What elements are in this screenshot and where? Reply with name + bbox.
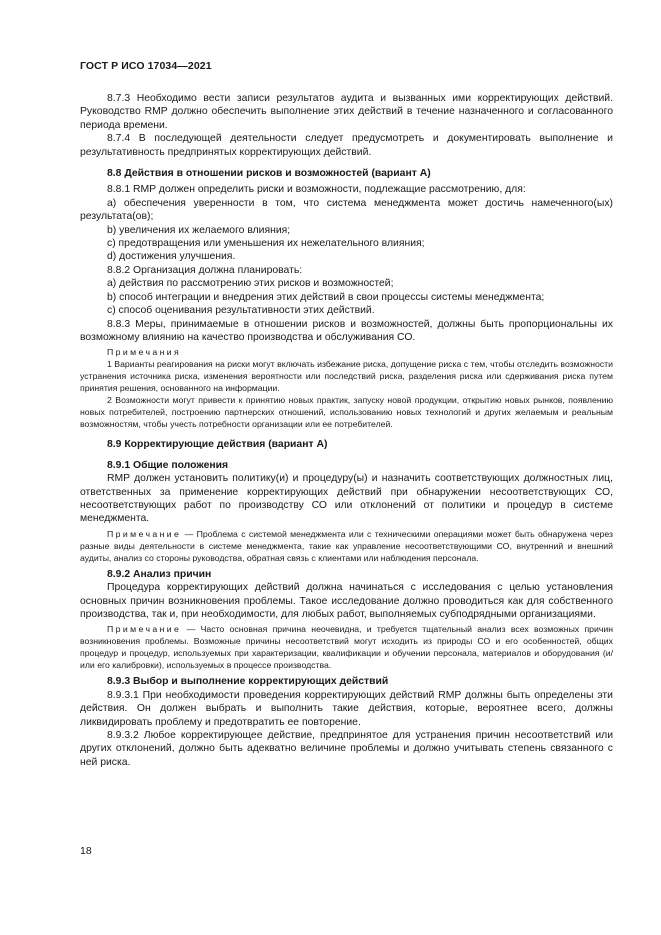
paragraph-8-7-3: 8.7.3 Необходимо вести записи результатов аудита и вызванных ими корректирующих действий. Руководство RMP должно обеспечить выполнение этих действий в течение назначенного и согласованного периода времени. — [80, 93, 613, 131]
note-8-9-2 — [80, 623, 613, 671]
list-item-8-8-1-b: b) увеличения их желаемого влияния; — [107, 224, 291, 236]
paragraph-8-7-4: 8.7.4 В последующей деятельности следует предусмотреть и документировать выполнение и результативность предпринятых корректирующих действий. — [80, 133, 613, 158]
note-8-9-1 — [80, 528, 613, 564]
spacer — [80, 430, 613, 438]
list-item-8-8-1-a: a) обеспечения уверенности в том, что система менеджмента может достичь намеченного(ых) результата(ов); — [80, 197, 613, 223]
notes-label — [80, 346, 613, 358]
paragraph-8-8-2: 8.8.2 Организация должна планировать: — [107, 264, 303, 276]
subsection-heading-8-9-3: 8.9.3 Выбор и выполнение корректирующих действий — [107, 676, 389, 688]
document-header: ГОСТ Р ИСО 17034—2021 — [80, 60, 212, 72]
paragraph-8-9-1: RMP должен установить политику(и) и процедуру(ы) и назначить соответствующих должностных лиц, ответственных за применение корректирующих действий при обнаружении несоответствующих СО, несоответствующих работ по производству СО или отклонений от политики и процедур в системе менеджмента. — [80, 473, 613, 525]
list-item-8-8-2-a: a) действия по рассмотрению этих рисков и возможностей; — [107, 278, 394, 290]
notes-label-text: Примечания — [107, 347, 182, 358]
note-1: 1 Варианты реагирования на риски могут включать избежание риска, допущение риска с тем, чтобы отследить возможности устранения источника риска, изменения вероятности или последствий риска, разделения риска или сдерживания риска путем принятия решения, основанного на информации. — [80, 359, 613, 394]
note-text: Часто основная причина неочевидна, и требуется тщательный анализ всех возможных причин возникновения проблемы. Возможные причины несоответствий могут исходить из природы СО и его особенностей, общих процедур и процедур, используемых при характеризации, квалификации и обучении персонала, материалов и оборудования (и/или его калибровки), используемых в процессе производства. — [80, 624, 614, 671]
paragraph-8-9-3-1: 8.9.3.1 При необходимости проведения корректирующих действий RMP должны быть определены эти действия. Он должен выбрать и выполнить такие действия, которые, вероятнее всего, должны ликвидировать проблему и предотвратить ее повторение. — [80, 689, 613, 728]
note-label: Примечание — [107, 624, 182, 635]
list-item-8-8-1-c: c) предотвращения или уменьшения их нежелательного влияния; — [107, 238, 425, 250]
section-heading-8-8: 8.8 Действия в отношении рисков и возможностей (вариант А) — [107, 168, 431, 180]
list-item-8-8-2-b: b) способ интеграции и внедрения этих действий в свои процессы системы менеджмента; — [107, 291, 545, 303]
list-item-8-8-2-c: c) способ оценивания результативности этих действий. — [107, 305, 375, 317]
page-number: 18 — [80, 845, 92, 857]
spacer — [80, 159, 613, 167]
note-2: 2 Возможности могут привести к принятию новых практик, запуску новой продукции, открытию новых рынков, появлению новых потребителей, построению партнерских отношений, использованию новых технологий и других желаемым и реальным возможностям, чтобы учесть потребности организации или ее потребителей. — [80, 395, 613, 430]
document-body — [80, 92, 613, 769]
note-text: Проблема с системой менеджмента или с техническими операциями может быть обнаружена через разные виды деятельности в системе менеджмента, такие как управление несоответствующими СО, внутренний и внешний аудиты, анализ со стороны руководства, обратная связь с клиентами или наблюдения персонала. — [80, 528, 613, 563]
subsection-heading-8-9-2: 8.9.2 Анализ причин — [107, 568, 212, 580]
note-label: Примечание — [107, 528, 182, 539]
paragraph-8-9-3-2: 8.9.3.2 Любое корректирующее действие, предпринятое для устранения причин несоответствий или других отклонений, должно быть адекватно величине проблемы и должно учитывать степень связанного с ней риска. — [80, 730, 613, 768]
section-heading-8-9: 8.9 Корректирующие действия (вариант А) — [107, 439, 328, 451]
subsection-heading-8-9-1: 8.9.1 Общие положения — [107, 459, 229, 471]
list-item-8-8-1-d: d) достижения улучшения. — [107, 251, 236, 263]
note-dash: — — [181, 528, 197, 539]
paragraph-8-9-2: Процедура корректирующих действий должна начинаться с исследования с целью установления основных причин возникновения проблемы. Такое исследование должно проводиться как для собственного производства, так и, при необходимости, для любых работ, выполняемых субподрядными организациями. — [80, 582, 613, 620]
paragraph-8-8-1: 8.8.1 RMP должен определить риски и возможности, подлежащие рассмотрению, для: — [107, 184, 526, 196]
paragraph-8-8-3: 8.8.3 Меры, принимаемые в отношении рисков и возможностей, должны быть пропорциональны их возможному влиянию на качество производства и обслуживания СО. — [80, 318, 613, 343]
note-dash: — — [181, 624, 201, 635]
